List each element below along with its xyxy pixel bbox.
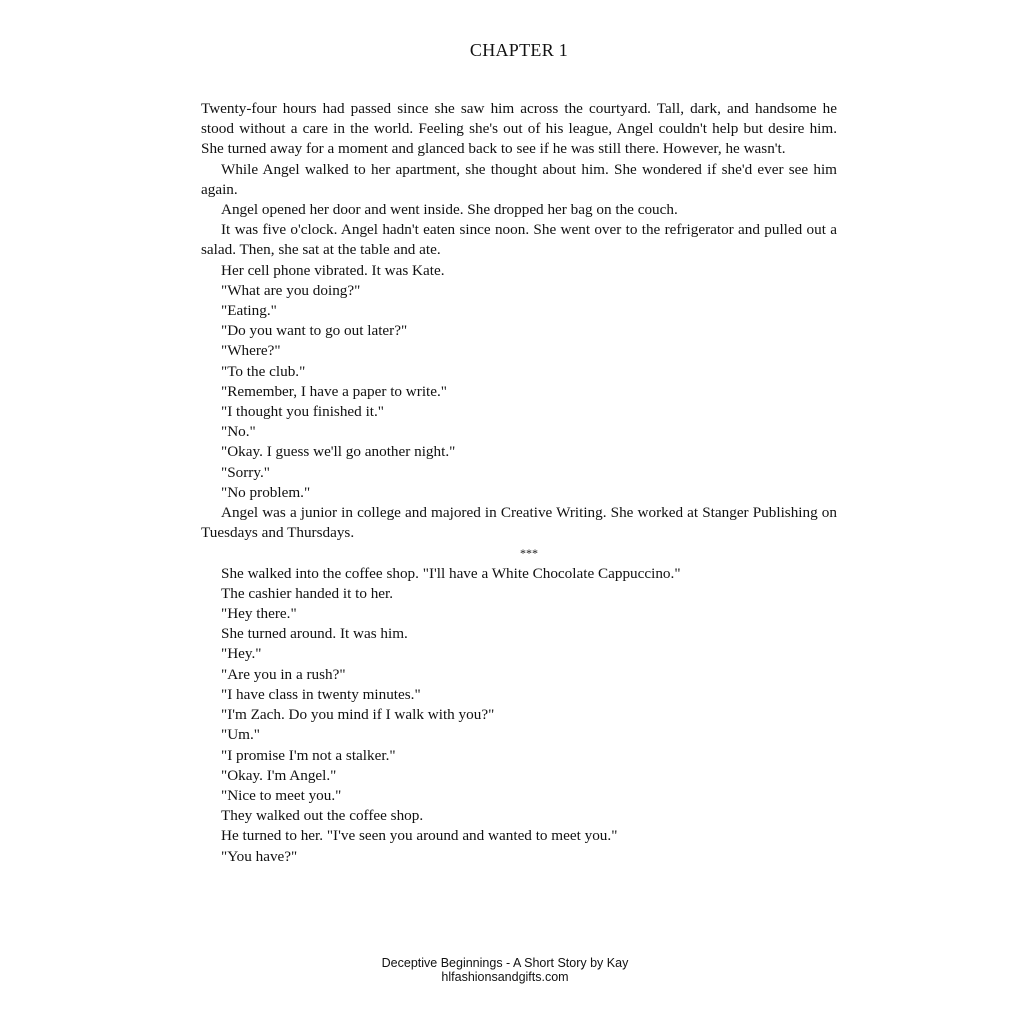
dialogue-line: "You have?" bbox=[221, 847, 298, 865]
paragraph: They walked out the coffee shop. bbox=[221, 807, 424, 825]
dialogue-line: "I have class in twenty minutes." bbox=[221, 685, 421, 703]
paragraph: The cashier handed it to her. bbox=[221, 584, 394, 602]
dialogue-line: "What are you doing?" bbox=[221, 281, 361, 299]
paragraph: While Angel walked to her apartment, she thought about him. She wondered if she'd ever see him again. bbox=[201, 160, 837, 198]
paragraph: It was five o'clock. Angel hadn't eaten since noon. She went over to the refrigerator and pulled out a salad. Then, she sat at the table and ate. bbox=[201, 221, 837, 259]
dialogue-line: "No problem." bbox=[221, 483, 311, 501]
scene-break: *** bbox=[520, 546, 538, 561]
page-footer bbox=[300, 956, 710, 984]
paragraph: Angel was a junior in college and majored in Creative Writing. She worked at Stanger Publishing on Tuesdays and Thursdays. bbox=[201, 504, 837, 542]
paragraph: He turned to her. "I've seen you around and wanted to meet you." bbox=[221, 827, 618, 845]
story-body bbox=[201, 99, 837, 867]
dialogue-line: "Are you in a rush?" bbox=[221, 665, 346, 683]
dialogue-line: "No." bbox=[221, 423, 256, 441]
paragraph: Her cell phone vibrated. It was Kate. bbox=[221, 261, 445, 279]
dialogue-line: "Hey there." bbox=[221, 605, 297, 623]
footer-story-credit: Deceptive Beginnings - A Short Story by Kay bbox=[381, 956, 629, 970]
dialogue-line: "Um." bbox=[221, 726, 260, 744]
dialogue-line: "To the club." bbox=[221, 362, 306, 380]
dialogue-line: "Nice to meet you." bbox=[221, 786, 342, 804]
paragraph: Angel opened her door and went inside. She dropped her bag on the couch. bbox=[221, 201, 678, 219]
dialogue-line: "Sorry." bbox=[221, 463, 270, 481]
paragraph: She walked into the coffee shop. "I'll have a White Chocolate Cappuccino." bbox=[221, 564, 681, 582]
dialogue-line: "I promise I'm not a stalker." bbox=[221, 746, 396, 764]
dialogue-line: "Okay. I guess we'll go another night." bbox=[221, 443, 456, 461]
dialogue-line: "Where?" bbox=[221, 342, 281, 360]
dialogue-line: "I thought you finished it." bbox=[221, 403, 384, 421]
paragraph: Twenty-four hours had passed since she saw him across the courtyard. Tall, dark, and handsome he stood without a care in the world. Feeling she's out of his league, Angel couldn't help but desire him. She turned away for a moment and glanced back to see if he was still there. However, he wasn't. bbox=[201, 100, 837, 158]
dialogue-line: "Okay. I'm Angel." bbox=[221, 766, 337, 784]
dialogue-line: "Eating." bbox=[221, 302, 277, 320]
dialogue-line: "Do you want to go out later?" bbox=[221, 322, 408, 340]
dialogue-line: "Remember, I have a paper to write." bbox=[221, 382, 448, 400]
paragraph: She turned around. It was him. bbox=[221, 625, 408, 643]
footer-website: hlfashionsandgifts.com bbox=[441, 970, 569, 984]
dialogue-line: "Hey." bbox=[221, 645, 262, 663]
dialogue-line: "I'm Zach. Do you mind if I walk with you?" bbox=[221, 706, 495, 724]
chapter-title: CHAPTER 1 bbox=[469, 40, 569, 60]
